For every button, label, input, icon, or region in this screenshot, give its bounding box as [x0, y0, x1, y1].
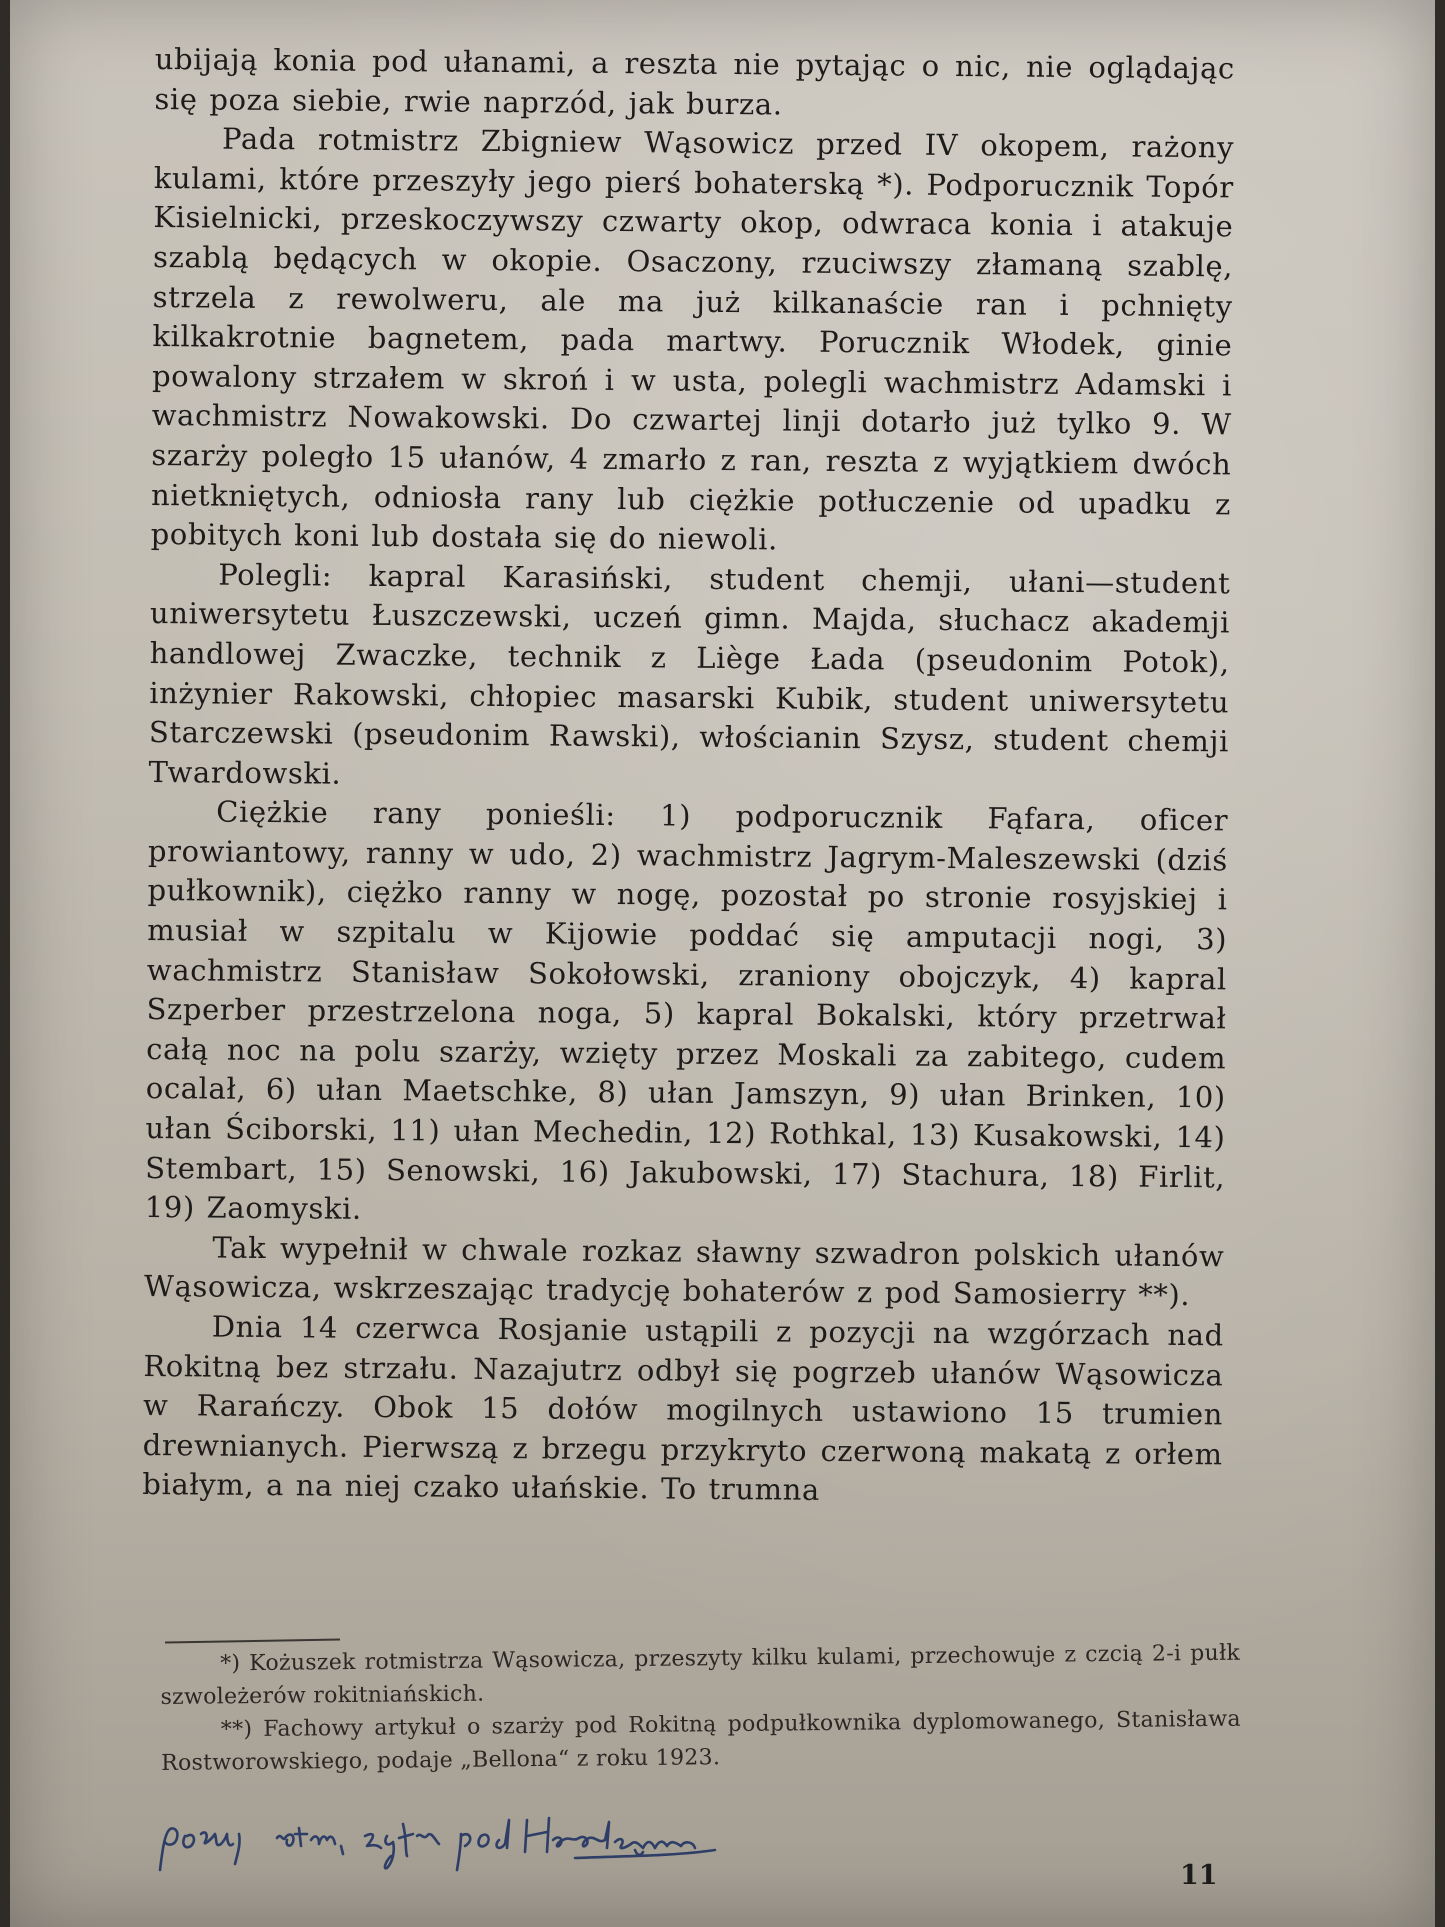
footnotes	[160, 1637, 1241, 1780]
main-text	[142, 40, 1235, 1514]
paragraph-tradition: Tak wypełnił w chwale rozkaz sławny szwadron polskich ułanów Wąsowicza, wskrzeszając tradycję bohaterów z pod Samosierry **).	[143, 1230, 1225, 1313]
handwritten-annotation	[155, 1800, 855, 1880]
paragraph-killed-list: Polegli: kapral Karasiński, student chemji, ułani—student uniwersytetu Łuszczewski, uczeń gimn. Majda, słuchacz akademji handlowej Zwaczke, technik z Liège Łada (pseudonim Potok), inżynier Rakowski, chłopiec masarski Kubik, student uniwersytetu Starczewski (pseudonim Rawski), włościanin Szysz, student chemji Twardowski.	[148, 557, 1231, 791]
paragraph-rotmistrz-falls: Pada rotmistrz Zbigniew Wąsowicz przed IV okopem, rażony kulami, które przeszyły jego pierś bohaterską *). Podporucznik Topór Kisielnicki, przeskoczywszy czwarty okop, odwraca konia i atakuje szablą będących w okopie. Osaczony, rzuciwszy złamaną szablę, strzela z rewolweru, ale ma już kilkanaście ran i pchnięty kilkakrotnie bagnetem, pada martwy. Porucznik Włodek, ginie powalony strzałem w skroń i w usta, polegli wachmistrz Adamski i wachmistrz Nowakowski. Do czwartej linji dotarło już tylko 9. W szarży poległo 15 ułanów, 4 zmarło z ran, reszta z wyjątkiem dwóch nietkniętych, odniosła rany lub ciężkie potłuczenie od upadku z pobitych koni lub dostała się do niewoli.	[150, 121, 1235, 557]
paragraph-funeral: Dnia 14 czerwca Rosjanie ustąpili z pozycji na wzgórzach nad Rokitną bez strzału. Nazajutrz odbył się pogrzeb ułanów Wąsowicza w Rarańczy. Obok 15 dołów mogilnych ustawiono 15 trumien drewnianych. Pierwszą z brzegu przykryto czerwoną makatą z orłem białym, a na niej czako ułańskie. To trumna	[142, 1309, 1224, 1508]
page-number: 11	[1180, 1860, 1218, 1891]
footnote-separator	[165, 1638, 340, 1643]
footnote-1: *) Kożuszek rotmistrza Wąsowicza, przeszyty kilku kulami, przechowuje z czcią 2-i pułk szwoleżerów rokitniańskich.	[160, 1640, 1241, 1710]
paragraph-continued: ubijają konia pod ułanami, a reszta nie pytając o nic, nie oglądając się poza siebie, rwie naprzód, jak burza.	[154, 41, 1235, 122]
footnote-2: **) Fachowy artykuł o szarży pod Rokitną podpułkownika dyplomowanego, Stanisława Rostworowskiego, podaje „Bellona“ z roku 1923.	[161, 1706, 1241, 1776]
book-page	[10, 0, 1435, 1927]
paragraph-wounded-list: Ciężkie rany ponieśli: 1) podporucznik Fąfara, oficer prowiantowy, ranny w udo, 2) wachmistrz Jagrym-Maleszewski (dziś pułkownik), ciężko ranny w nogę, pozostał po stronie rosyjskiej i musiał w szpitalu w Kijowie poddać się amputacji nogi, 3) wachmistrz Stanisław Sokołowski, zraniony obojczyk, 4) kapral Szperber przestrzelona noga, 5) kapral Bokalski, który przetrwał całą noc na polu szarży, wzięty przez Moskali za zabitego, cudem ocalał, 6) ułan Maetschke, 8) ułan Jamszyn, 9) ułan Brinken, 10) ułan Ściborski, 11) ułan Mechedin, 12) Rothkal, 13) Kusakowski, 14) Stembart, 15) Senowski, 16) Jakubowski, 17) Stachura, 18) Firlit, 19) Zaomyski.	[144, 794, 1229, 1227]
